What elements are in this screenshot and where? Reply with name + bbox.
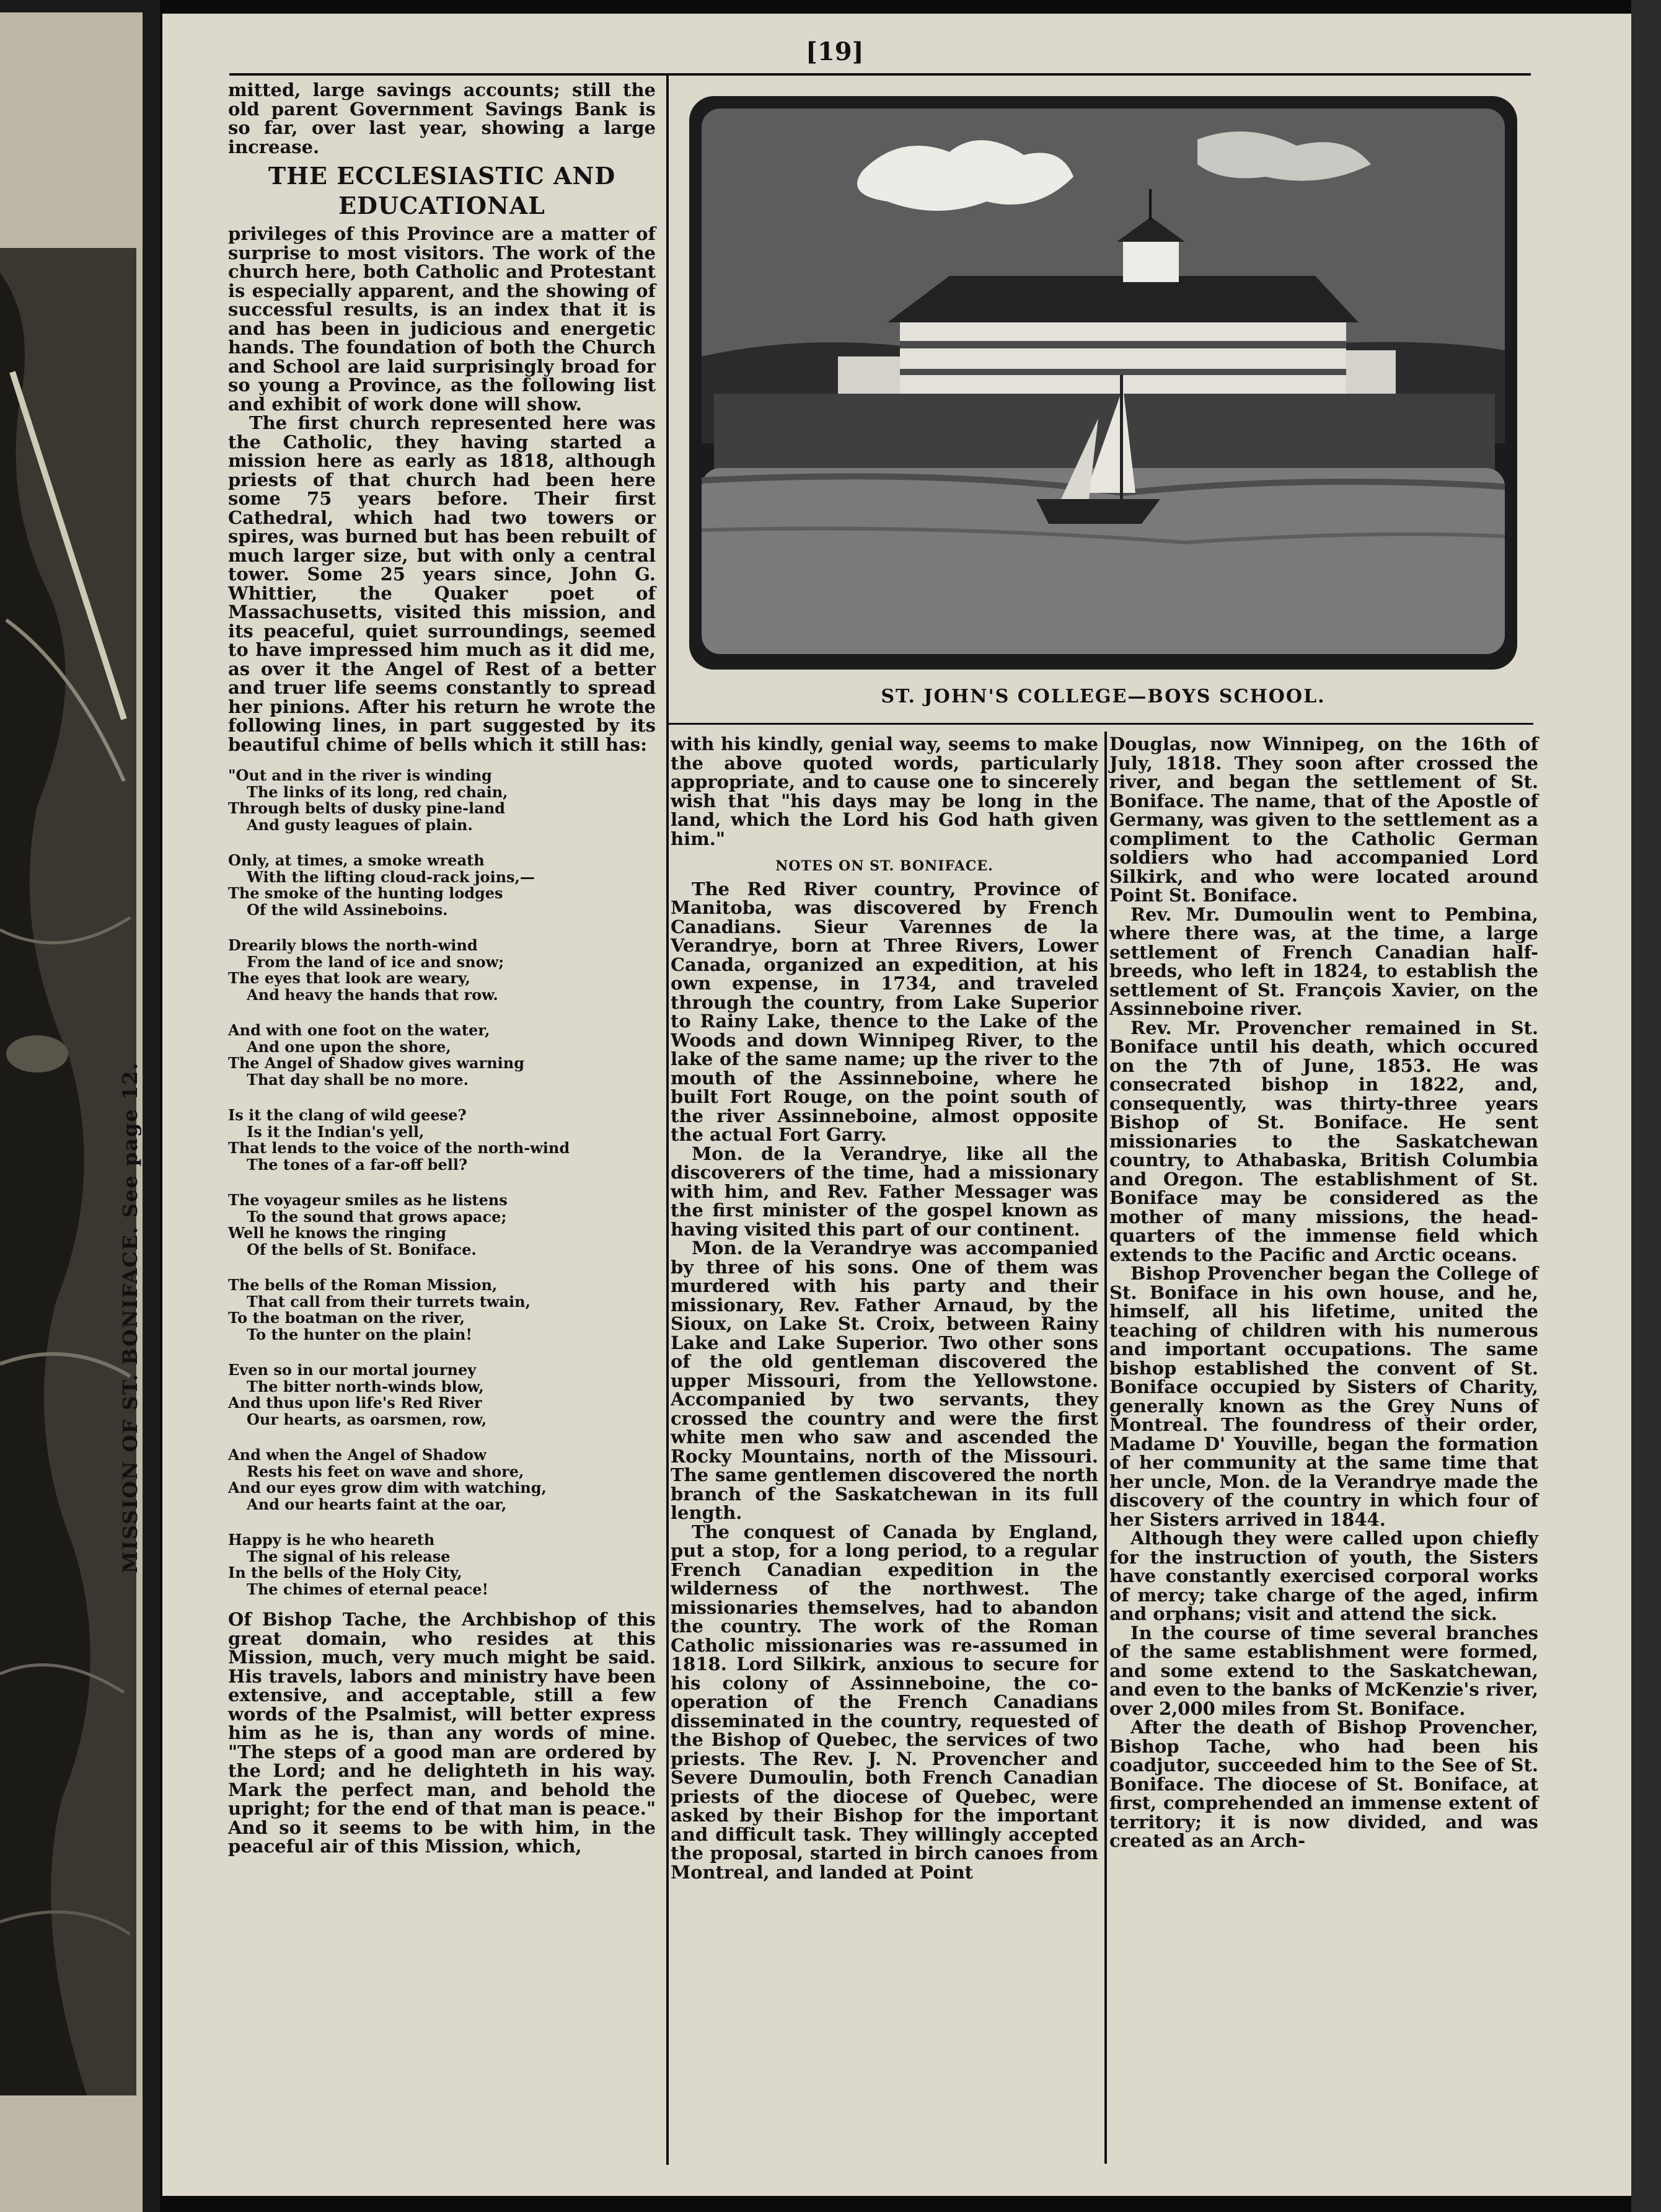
paragraph: After the death of Bishop Provencher, Bishop Tache, who had been his coadjutor, succeeded him to the See of St. Boniface. The diocese of St. Boniface, at first, comprehended an immense extent of territory; it is now divided, and was created as an Arch- — [1109, 1717, 1538, 1851]
poem-line: The bells of the Roman Mission, — [228, 1276, 498, 1294]
poem-line: And thus upon life's Red River — [228, 1394, 482, 1412]
paragraph: In the course of time several branches of the same establishment were formed, and some extend to the Saskatchewan, and even to the banks of McKenzie's river, over 2,000 miles from St. Boniface. — [1109, 1622, 1538, 1719]
poem-line: The Angel of Shadow gives warning — [228, 1054, 524, 1072]
previous-page — [0, 12, 143, 2212]
poem-line: To the hunter on the plain! — [247, 1325, 472, 1343]
paragraph: The Red River country, Province of Manitoba, was discovered by French Canadians. Sieur Varennes de la Verandrye, born at Three Rivers, Lower Canada, organized an expedition, at his own expense, in 1734, and traveled through the country, from Lake Superior to Rainy Lake, thence to the Lake of the Woods and down Winnipeg River, to the lake of the same name; up the river to the mouth of the Assinneboine, where he built Fort Rouge, on the point south of the river Assinneboine, almost opposite the actual Fort Garry. — [671, 878, 1098, 1145]
paragraph: Mon. de la Verandrye, like all the discoverers of the time, had a missionary with him, and Rev. Father Messager was the first minister of the gospel known as having visited this part of our continent. — [671, 1143, 1098, 1240]
poem-line: To the sound that grows apace; — [247, 1207, 507, 1226]
column-divider-1 — [666, 76, 669, 2165]
top-rule — [229, 73, 1531, 76]
poem-line: The signal of his release — [247, 1547, 451, 1565]
poem-line: The smoke of the hunting lodges — [228, 884, 503, 902]
poem-line: To the boatman on the river, — [228, 1309, 465, 1327]
paragraph: Rev. Mr. Provencher remained in St. Boniface until his death, which occured on the 7th of June, 1853. He was consecrated bishop in 1822, and, consequently, was thirty-three years Bishop of St. Boniface. He sent missionaries to the Saskatchewan country, to Athabaska, British Columbia and Oregon. The establishment of St. Boniface may be considered as the mother of many missions, the head-quarters of the immense field which extends to the Pacific and Arctic oceans. — [1109, 1017, 1538, 1265]
poem-line: And our eyes grow dim with watching, — [228, 1479, 547, 1497]
poem-stanza — [228, 937, 656, 1003]
paragraph: privileges of this Province are a matter of surprise to most visitors. The work of the church here, both Catholic and Protestant is especially apparent, and the showing of successful results, is an index that it is and has been in judicious and energetic hands. The foundation of both the Church and School are laid surprisingly broad for so young a Province, as the following list and exhibit of work done will show. — [228, 223, 656, 415]
paragraph: The conquest of Canada by England, put a stop, for a long period, to a regular French Canadian expedition in the wilderness of the northwest. The missionaries themselves, had to abandon the country. The work of the Roman Catholic missionaries was re-assumed in 1818. Lord Silkirk, anxious to secure for his colony of Assinneboine, the co-operation of the French Canadians disseminated in the country, requested of the Bishop of Quebec, the services of two priests. The Rev. J. N. Provencher and Severe Dumoulin, both French Canadian priests of the diocese of Quebec, were asked by their Bishop for the important and difficult task. They willingly accepted the proposal, started in birch canoes from Montreal, and landed at Point — [671, 1521, 1098, 1883]
poem-line: That day shall be no more. — [247, 1070, 469, 1089]
paragraph: Of Bishop Tache, the Archbishop of this great domain, who resides at this Mission, much, very much might be said. His travels, labors and ministry have been extensive, and acceptable, still a few words of the Psalmist, will better express him as he is, than any words of mine. "The steps of a good man are ordered by the Lord; and he delighteth in his way. Mark the perfect man, and behold the upright; for the end of that man is peace." And so it seems to be with him, in the peaceful air of this Mission, which, — [228, 1609, 656, 1857]
paragraph: Bishop Provencher began the College of St. Boniface in his own house, and he, himself, all his lifetime, united the teaching of children with his numerous and important occupations. The same bishop established the convent of St. Boniface occupied by Sisters of Charity, generally known as the Grey Nuns of Montreal. The foundress of their order, Madame D' Youville, began the formation of her community at the same time that her uncle, Mon. de la Verandrye made the discovery of the country in which four of her Sisters arrived in 1844. — [1109, 1263, 1538, 1530]
poem-stanza — [228, 1447, 656, 1513]
poem-line: The eyes that look are weary, — [228, 969, 470, 987]
poem-line: Through belts of dusky pine-land — [228, 799, 505, 817]
poem-line: And heavy the hands that row. — [247, 985, 498, 1004]
poem-line: In the bells of the Holy City, — [228, 1564, 462, 1582]
poem-stanza — [228, 1362, 656, 1428]
paragraph: Mon. de la Verandrye was accompanied by three of his sons. One of them was murdered with his party and their missionary, Rev. Father Arnaud, by the Sioux, on Lake St. Croix, between Rainy Lake and Lake Superior. Two other sons of the old gentleman discovered the upper Missouri, from the Yellowstone. Accompanied by two servants, they crossed the country and were the first white men who saw and ascended the Rocky Mountains, north of the Missouri. The same gentlemen discovered the north branch of the Saskatchewan in its full length. — [671, 1237, 1098, 1523]
paragraph: The first church represented here was the Catholic, they having started a mission here as early as 1818, although priests of that church had been here some 75 years before. Their first Cathedral, which had two towers or spires, was burned but has been rebuilt of much larger size, but with only a central tower. Some 25 years since, John G. Whittier, the Quaker poet of Massachusetts, visited this mission, and its peaceful, quiet surroundings, seemed to have impressed him much as it did me, as over it the Angel of Rest of a better and truer life seems constantly to spread her pinions. After his return he wrote the following lines, in part suggested by its beautiful chime of bells which it still has: — [228, 412, 656, 755]
poem-line: With the lifting cloud-rack joins,— — [247, 867, 535, 886]
section-headline: THE ECCLESIASTIC AND EDUCATIONAL — [268, 162, 616, 219]
poem-line: Drearily blows the north-wind — [228, 936, 478, 954]
st-johns-college-engraving — [689, 96, 1517, 670]
page-number: [19] — [806, 37, 864, 66]
poem-line: And our hearts faint at the oar, — [247, 1495, 507, 1513]
poem-line: Is it the clang of wild geese? — [228, 1106, 467, 1124]
poem-line: Even so in our mortal journey — [228, 1361, 477, 1379]
paragraph: Although they were called upon chiefly for the instruction of youth, the Sisters have constantly exercised corporal works of mercy; take charge of the aged, infirm and orphans; visit and attend the sick. — [1109, 1528, 1538, 1624]
poem-line: And with one foot on the water, — [228, 1021, 490, 1039]
poem-line: And one upon the shore, — [247, 1037, 451, 1056]
poem-line: The tones of a far-off bell? — [247, 1155, 468, 1174]
illustration-caption: ST. JOHN'S COLLEGE—BOYS SCHOOL. — [881, 686, 1326, 707]
poem-line: The bitter north-winds blow, — [247, 1377, 484, 1396]
whittier-poem — [228, 768, 656, 1598]
poem-line: The chimes of eternal peace! — [247, 1580, 489, 1598]
poem-line: The links of its long, red chain, — [247, 782, 508, 801]
intro-paragraph: mitted, large savings accounts; still the old parent Government Savings Bank is so far, over last year, showing a large increase. — [228, 79, 656, 157]
poem-stanza — [228, 852, 656, 918]
poem-line: The voyageur smiles as he listens — [228, 1191, 508, 1209]
previous-page-strip — [0, 0, 160, 2212]
column-3 — [1109, 735, 1538, 1851]
poem-stanza — [228, 768, 656, 833]
page-edge — [1631, 0, 1661, 2212]
poem-stanza — [228, 1107, 656, 1173]
poem-line: Of the wild Assineboins. — [247, 900, 448, 919]
section-subheading: NOTES ON ST. BONIFACE. — [775, 858, 994, 874]
poem-line: Is it the Indian's yell, — [247, 1122, 425, 1141]
poem-stanza — [228, 1022, 656, 1088]
poem-line: Our hearts, as oarsmen, row, — [247, 1410, 487, 1428]
poem-line: Rests his feet on wave and shore, — [247, 1462, 524, 1480]
previous-page-caption: MISSION OF ST. BONIFACE. See page 12. — [118, 1061, 142, 1573]
poem-stanza — [228, 1277, 656, 1343]
poem-stanza — [228, 1532, 656, 1598]
caption-rule — [669, 723, 1533, 725]
poem-line: And when the Angel of Shadow — [228, 1446, 487, 1464]
poem-line: That call from their turrets twain, — [247, 1292, 531, 1311]
poem-line: Happy is he who heareth — [228, 1531, 435, 1549]
column-1 — [228, 81, 656, 1856]
poem-line: Only, at times, a smoke wreath — [228, 851, 485, 869]
poem-line: That lends to the voice of the north-wind — [228, 1139, 570, 1157]
column-2 — [671, 735, 1098, 1882]
poem-stanza — [228, 1192, 656, 1258]
poem-line: From the land of ice and snow; — [247, 952, 504, 971]
paragraph: Douglas, now Winnipeg, on the 16th of July, 1818. They soon after crossed the river, and began the settlement of St. Boniface. The name, that of the Apostle of Germany, was given to the settlement as a compliment to the Catholic German soldiers who had accompanied Lord Silkirk, and who were located around Point St. Boniface. — [1109, 733, 1538, 906]
poem-line: And gusty leagues of plain. — [247, 815, 473, 834]
poem-line: "Out and in the river is winding — [228, 766, 492, 784]
poem-line: Well he knows the ringing — [228, 1224, 447, 1242]
paragraph: with his kindly, genial way, seems to make the above quoted words, particularly appropriate, and to cause one to sincerely wish that "his days may be long in the land, which the Lord his God hath given him." — [671, 733, 1098, 849]
paragraph: Rev. Mr. Dumoulin went to Pembina, where there was, at the time, a large settlement of French Canadian half-breeds, who left in 1824, to establish the settlement of St. François Xavier, on the Assinneboine river. — [1109, 903, 1538, 1019]
column-divider-2 — [1104, 732, 1107, 2164]
poem-line: Of the bells of St. Boniface. — [247, 1240, 477, 1259]
